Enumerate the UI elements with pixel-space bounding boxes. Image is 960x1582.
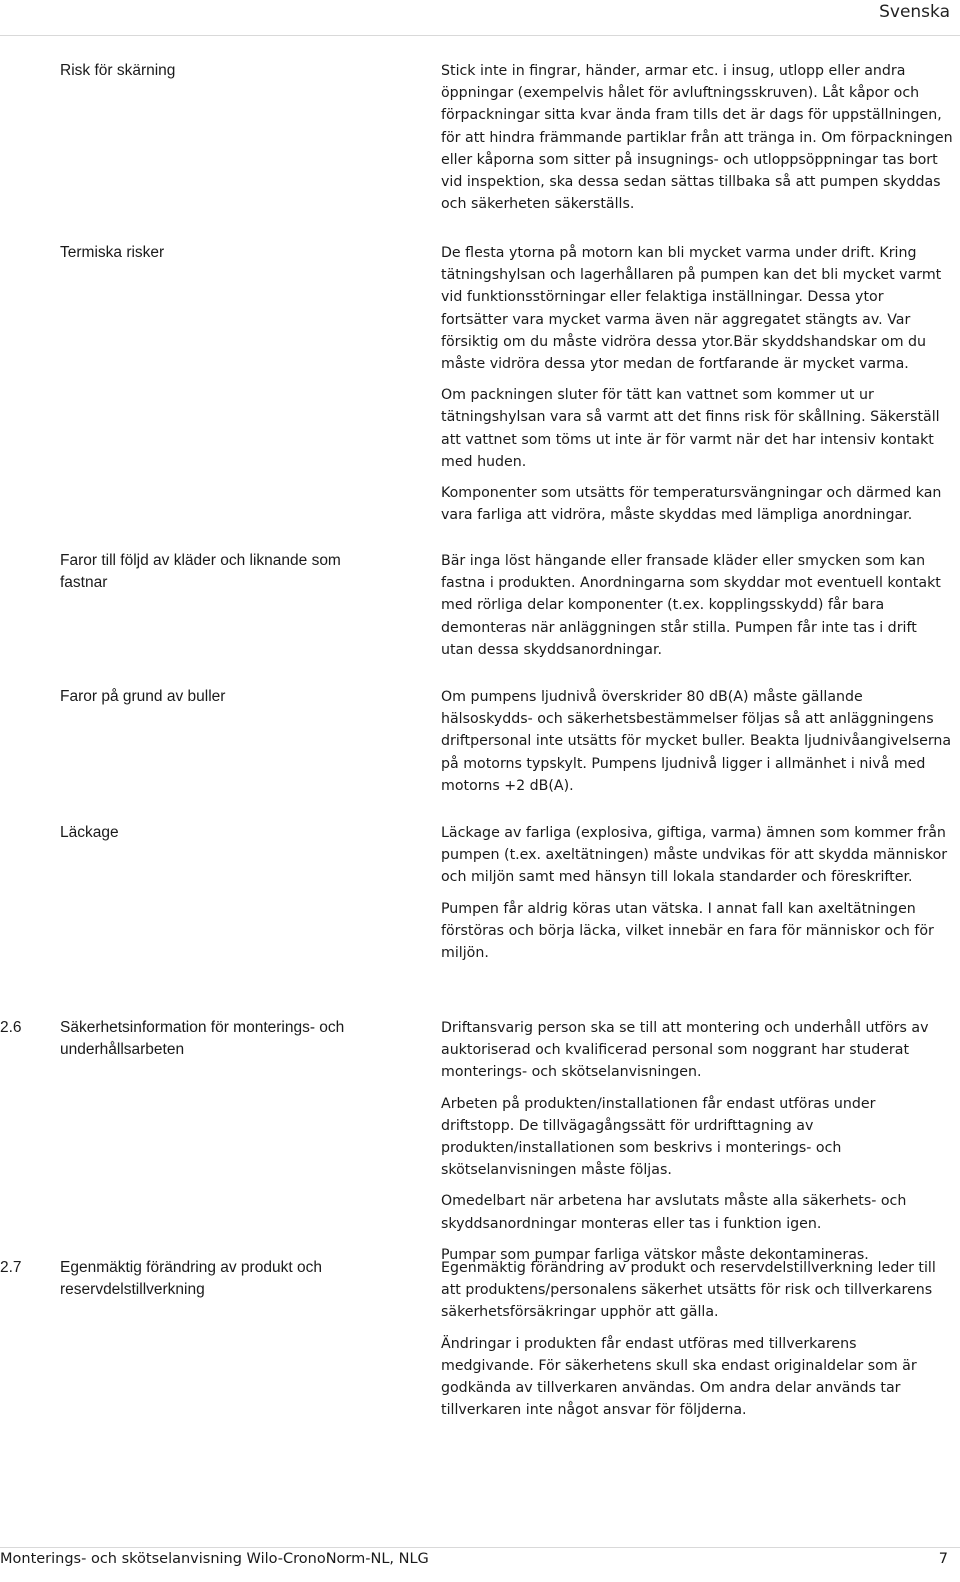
section-heading: Säkerhetsinformation för monterings- och underhållsarbeten bbox=[60, 1019, 345, 1058]
section-body bbox=[441, 242, 953, 535]
paragraph: Om packningen sluter för tätt kan vattnet som kommer ut ur tätningshylsan vara så varmt att det finns risk för skållning. Säkerställ att vattnet som töms ut inte är för varmt när det har intensiv kontakt med huden. bbox=[441, 387, 940, 470]
section-heading: Risk för skärning bbox=[60, 62, 176, 79]
section-body bbox=[441, 686, 953, 806]
paragraph: De flesta ytorna på motorn kan bli mycket varma under drift. Kring tätningshylsan och lagerhållaren på pumpen kan det bli mycket varmt vid funktionsstörningar eller felaktiga inställningar. Dessa ytor fortsätter vara mycket varma även när aggregatet stängts av. Var försiktig om du måste vidröra dessa ytor.Bär skyddshandskar om du måste vidröra dessa ytor medan de fortfarande är mycket varma. bbox=[441, 245, 942, 373]
paragraph: Egenmäktig förändring av produkt och reservdelstillverkning leder till att produktens/personalens säkerhet utsätts för risk och tillverkarens säkerhetsförsäkringar upphör att gälla. bbox=[441, 1260, 936, 1321]
paragraph: Om pumpens ljudnivå överskrider 80 dB(A) måste gällande hälsoskydds- och säkerhetsbestämmelser följas så att anläggningens driftpersonal inte utsätts för mycket buller. Beakta ljudnivåangivelserna på motorns typskylt. Pumpens ljudnivå ligger i allmänhet i nivå med motorns +2 dB(A). bbox=[441, 689, 952, 794]
section-body bbox=[441, 60, 953, 224]
section-heading: Egenmäktig förändring av produkt och reservdelstillverkning bbox=[60, 1259, 322, 1298]
paragraph: Omedelbart när arbetena har avslutats måste alla säkerhets- och skyddsanordningar monteras eller tas i funktion igen. bbox=[441, 1193, 907, 1232]
page-number: 7 bbox=[938, 1551, 948, 1567]
footer-title: Monterings- och skötselanvisning Wilo-CronoNorm-NL, NLG bbox=[0, 1551, 429, 1567]
section-heading: Läckage bbox=[60, 824, 119, 841]
footer-divider bbox=[0, 1547, 960, 1548]
header-language: Svenska bbox=[879, 2, 950, 22]
section-number: 2.7 bbox=[0, 1259, 22, 1276]
paragraph: Pumpar som pumpar farliga vätskor måste dekontamineras. bbox=[441, 1246, 869, 1263]
section-heading: Termiska risker bbox=[60, 244, 165, 261]
paragraph: Driftansvarig person ska se till att montering och underhåll utförs av auktoriserad och kvalificerad personal som noggrant har studerat monterings- och skötselanvisningen. bbox=[441, 1020, 929, 1081]
section-body bbox=[441, 1017, 953, 1275]
header-divider bbox=[0, 35, 960, 36]
section-body bbox=[441, 550, 953, 670]
paragraph: Läckage av farliga (explosiva, giftiga, varma) ämnen som kommer från pumpen (t.ex. axeltätningen) måste undvikas för att skydda människor och miljön samt med hänsyn till lokala standarder och föreskrifter. bbox=[441, 825, 948, 886]
paragraph: Stick inte in fingrar, händer, armar etc. i insug, utlopp eller andra öppningar (exempelvis hålet för avluftningsskruven). Låt kåpor och förpackningar sitta kvar ända fram tills det är dags för uppställningen, för att hindra främmande partiklar från att tränga in. Om förpackningen eller kåporna som sitter på insugnings- och utloppsöppningar tas bort vid inspektion, ska dessa sedan sättas tillbaka så att pumpen skyddas och säkerheten säkerställs. bbox=[441, 63, 953, 213]
section-heading: Faror på grund av buller bbox=[60, 688, 226, 705]
paragraph: Pumpen får aldrig köras utan vätska. I annat fall kan axeltätningen förstöras och börja läcka, vilket innebär en fara för människor och för miljön. bbox=[441, 900, 934, 962]
section-body bbox=[441, 822, 953, 973]
section-heading: Faror till följd av kläder och liknande som fastnar bbox=[60, 552, 341, 591]
section-body bbox=[441, 1257, 953, 1430]
paragraph: Bär inga löst hängande eller fransade kläder eller smycken som kan fastna i produkten. Anordningarna som skyddar mot eventuell kontakt med rörliga delar komponenter (t.ex. kopplingsskydd) får bara demonteras när anläggningen står stilla. Pumpen får inte tas i drift utan dessa skyddsanordningar. bbox=[441, 553, 941, 658]
paragraph: Arbeten på produkten/installationen får endast utföras under driftstopp. De tillvägagångssätt för urdrifttagning av produkten/installationen som beskrivs i monterings- och skötselanvisningen måste följas. bbox=[441, 1095, 876, 1179]
section-number: 2.6 bbox=[0, 1019, 22, 1036]
paragraph: Komponenter som utsätts för temperatursvängningar och därmed kan vara farliga att vidröra, måste skyddas med lämpliga anordningar. bbox=[441, 485, 942, 524]
paragraph: Ändringar i produkten får endast utföras med tillverkarens medgivande. För säkerhetens skull ska endast originaldelar som är godkända av tillverkaren användas. Om andra delar används tar tillverkaren inte något ansvar för följderna. bbox=[441, 1335, 917, 1419]
